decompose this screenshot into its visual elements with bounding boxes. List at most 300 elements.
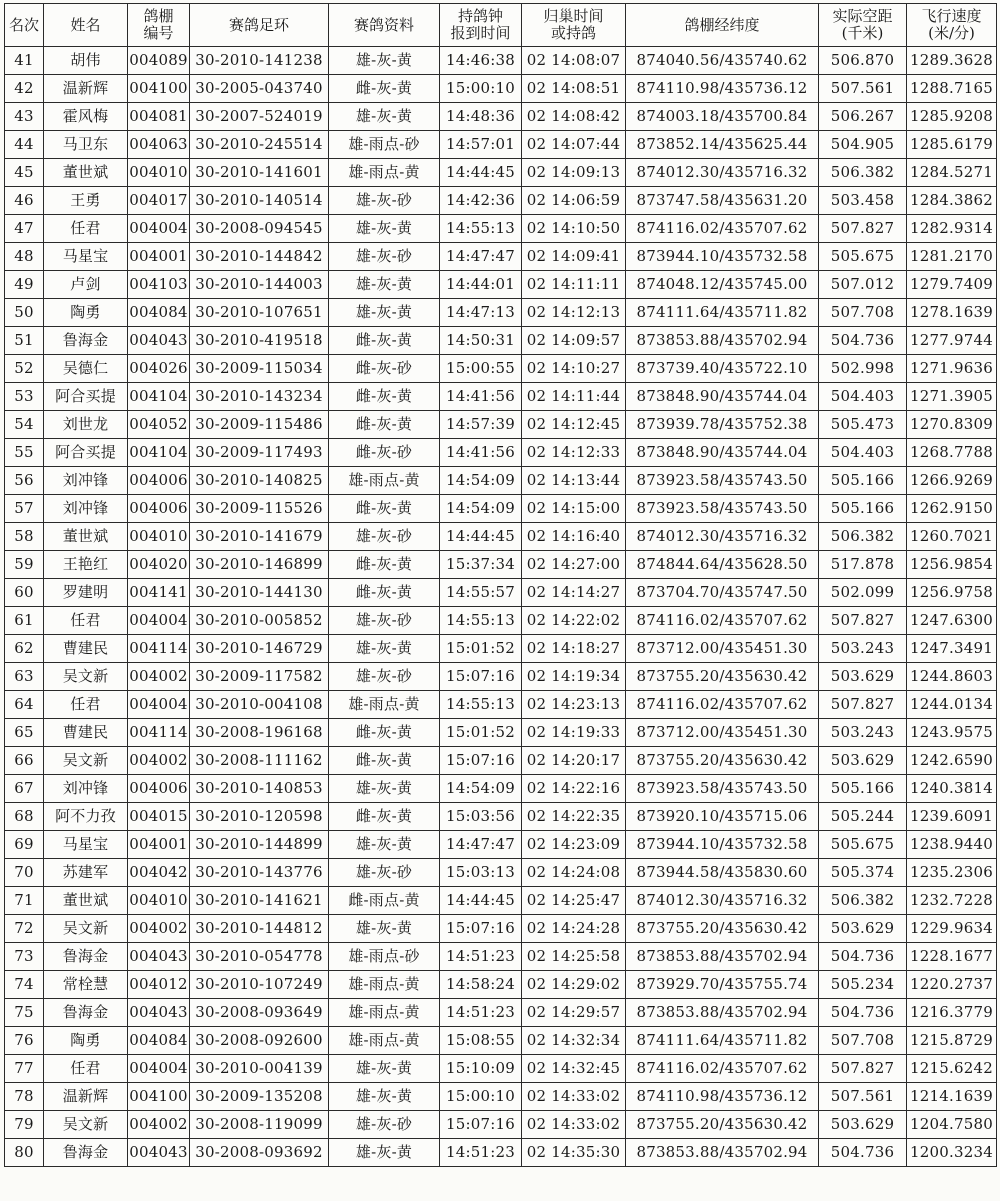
table-row	[5, 467, 997, 495]
cell-distance: 507.561	[819, 1083, 907, 1111]
cell-loft-id: 004002	[128, 663, 190, 691]
table-row	[5, 383, 997, 411]
cell-clock-time: 15:01:52	[440, 719, 522, 747]
cell-clock-time: 14:44:45	[440, 159, 522, 187]
cell-distance: 506.382	[819, 159, 907, 187]
cell-name: 罗建明	[44, 579, 128, 607]
cell-loft-coordinates: 873712.00/435451.30	[626, 719, 819, 747]
cell-clock-time: 14:42:36	[440, 187, 522, 215]
cell-arrival-time: 02 14:22:02	[522, 607, 626, 635]
cell-speed: 1281.2170	[907, 243, 997, 271]
cell-loft-id: 004012	[128, 971, 190, 999]
cell-rank: 48	[5, 243, 44, 271]
cell-arrival-time: 02 14:12:13	[522, 299, 626, 327]
cell-ring-number: 30-2010-245514	[190, 131, 329, 159]
cell-loft-coordinates: 873755.20/435630.42	[626, 915, 819, 943]
cell-loft-coordinates: 873747.58/435631.20	[626, 187, 819, 215]
cell-ring-number: 30-2010-143234	[190, 383, 329, 411]
cell-distance: 505.166	[819, 467, 907, 495]
cell-speed: 1247.6300	[907, 607, 997, 635]
cell-arrival-time: 02 14:35:30	[522, 1139, 626, 1167]
cell-clock-time: 15:01:52	[440, 635, 522, 663]
cell-loft-id: 004020	[128, 551, 190, 579]
cell-loft-coordinates: 873739.40/435722.10	[626, 355, 819, 383]
cell-ring-number: 30-2010-141238	[190, 47, 329, 75]
cell-arrival-time: 02 14:11:44	[522, 383, 626, 411]
table-row	[5, 775, 997, 803]
cell-clock-time: 15:10:09	[440, 1055, 522, 1083]
cell-rank: 47	[5, 215, 44, 243]
cell-distance: 506.870	[819, 47, 907, 75]
cell-clock-time: 15:07:16	[440, 747, 522, 775]
cell-pigeon-info: 雄-灰-黄	[329, 635, 440, 663]
table-row	[5, 887, 997, 915]
cell-name: 卢剑	[44, 271, 128, 299]
cell-arrival-time: 02 14:25:58	[522, 943, 626, 971]
cell-clock-time: 15:00:10	[440, 1083, 522, 1111]
cell-speed: 1256.9758	[907, 579, 997, 607]
table-row	[5, 915, 997, 943]
cell-name: 马卫东	[44, 131, 128, 159]
cell-arrival-time: 02 14:19:33	[522, 719, 626, 747]
cell-distance: 504.736	[819, 999, 907, 1027]
cell-loft-coordinates: 873920.10/435715.06	[626, 803, 819, 831]
cell-clock-time: 14:44:45	[440, 523, 522, 551]
cell-ring-number: 30-2009-115486	[190, 411, 329, 439]
cell-name: 温新辉	[44, 75, 128, 103]
cell-arrival-time: 02 14:08:51	[522, 75, 626, 103]
cell-loft-id: 004114	[128, 635, 190, 663]
table-row	[5, 971, 997, 999]
cell-speed: 1216.3779	[907, 999, 997, 1027]
cell-ring-number: 30-2008-119099	[190, 1111, 329, 1139]
cell-speed: 1282.9314	[907, 215, 997, 243]
cell-arrival-time: 02 14:09:13	[522, 159, 626, 187]
cell-rank: 75	[5, 999, 44, 1027]
cell-ring-number: 30-2007-524019	[190, 103, 329, 131]
cell-pigeon-info: 雌-灰-砂	[329, 355, 440, 383]
cell-speed: 1279.7409	[907, 271, 997, 299]
cell-loft-coordinates: 873852.14/435625.44	[626, 131, 819, 159]
cell-name: 董世斌	[44, 159, 128, 187]
cell-distance: 505.374	[819, 859, 907, 887]
table-row	[5, 1111, 997, 1139]
cell-ring-number: 30-2010-144842	[190, 243, 329, 271]
cell-arrival-time: 02 14:10:27	[522, 355, 626, 383]
cell-pigeon-info: 雄-灰-砂	[329, 243, 440, 271]
cell-name: 吴德仁	[44, 355, 128, 383]
cell-loft-coordinates: 873848.90/435744.04	[626, 439, 819, 467]
cell-pigeon-info: 雄-雨点-砂	[329, 943, 440, 971]
cell-rank: 49	[5, 271, 44, 299]
cell-rank: 46	[5, 187, 44, 215]
cell-pigeon-info: 雄-灰-砂	[329, 607, 440, 635]
cell-name: 刘冲锋	[44, 467, 128, 495]
cell-loft-id: 004001	[128, 831, 190, 859]
cell-loft-id: 004002	[128, 747, 190, 775]
cell-rank: 57	[5, 495, 44, 523]
cell-ring-number: 30-2010-419518	[190, 327, 329, 355]
cell-rank: 78	[5, 1083, 44, 1111]
cell-rank: 62	[5, 635, 44, 663]
cell-name: 刘冲锋	[44, 775, 128, 803]
cell-distance: 504.736	[819, 1139, 907, 1167]
cell-rank: 77	[5, 1055, 44, 1083]
cell-distance: 503.629	[819, 915, 907, 943]
cell-name: 鲁海金	[44, 999, 128, 1027]
table-row	[5, 1083, 997, 1111]
cell-arrival-time: 02 14:16:40	[522, 523, 626, 551]
cell-arrival-time: 02 14:09:57	[522, 327, 626, 355]
cell-speed: 1228.1677	[907, 943, 997, 971]
cell-pigeon-info: 雌-灰-黄	[329, 75, 440, 103]
cell-name: 霍风梅	[44, 103, 128, 131]
cell-clock-time: 15:00:10	[440, 75, 522, 103]
table-row	[5, 943, 997, 971]
cell-name: 吴文新	[44, 747, 128, 775]
cell-ring-number: 30-2009-115526	[190, 495, 329, 523]
cell-speed: 1244.8603	[907, 663, 997, 691]
cell-loft-coordinates: 873848.90/435744.04	[626, 383, 819, 411]
cell-arrival-time: 02 14:10:50	[522, 215, 626, 243]
header-row	[5, 4, 997, 47]
cell-rank: 79	[5, 1111, 44, 1139]
cell-ring-number: 30-2010-120598	[190, 803, 329, 831]
cell-ring-number: 30-2008-093649	[190, 999, 329, 1027]
table-row	[5, 411, 997, 439]
cell-speed: 1284.3862	[907, 187, 997, 215]
table-row	[5, 327, 997, 355]
cell-arrival-time: 02 14:12:45	[522, 411, 626, 439]
cell-speed: 1232.7228	[907, 887, 997, 915]
cell-pigeon-info: 雌-灰-黄	[329, 383, 440, 411]
cell-arrival-time: 02 14:22:35	[522, 803, 626, 831]
cell-speed: 1266.9269	[907, 467, 997, 495]
cell-distance: 517.878	[819, 551, 907, 579]
table-row	[5, 663, 997, 691]
cell-loft-coordinates: 873923.58/435743.50	[626, 467, 819, 495]
cell-name: 曹建民	[44, 719, 128, 747]
cell-rank: 56	[5, 467, 44, 495]
cell-ring-number: 30-2008-196168	[190, 719, 329, 747]
cell-speed: 1285.9208	[907, 103, 997, 131]
cell-speed: 1243.9575	[907, 719, 997, 747]
cell-loft-id: 004063	[128, 131, 190, 159]
cell-speed: 1285.6179	[907, 131, 997, 159]
cell-arrival-time: 02 14:08:07	[522, 47, 626, 75]
cell-name: 刘世龙	[44, 411, 128, 439]
cell-name: 王艳红	[44, 551, 128, 579]
cell-rank: 70	[5, 859, 44, 887]
cell-clock-time: 14:47:13	[440, 299, 522, 327]
cell-loft-coordinates: 873853.88/435702.94	[626, 1139, 819, 1167]
table-row	[5, 747, 997, 775]
cell-rank: 54	[5, 411, 44, 439]
table-row	[5, 607, 997, 635]
header-distance-line: 实际空距	[832, 7, 893, 25]
cell-speed: 1204.7580	[907, 1111, 997, 1139]
table-row	[5, 719, 997, 747]
table-row	[5, 1055, 997, 1083]
cell-rank: 73	[5, 943, 44, 971]
cell-pigeon-info: 雌-灰-黄	[329, 719, 440, 747]
cell-loft-coordinates: 873712.00/435451.30	[626, 635, 819, 663]
cell-loft-coordinates: 874116.02/435707.62	[626, 691, 819, 719]
cell-loft-id: 004006	[128, 775, 190, 803]
cell-clock-time: 14:44:45	[440, 887, 522, 915]
cell-name: 马星宝	[44, 831, 128, 859]
results-sheet	[4, 3, 996, 1167]
cell-loft-id: 004089	[128, 47, 190, 75]
cell-speed: 1271.9636	[907, 355, 997, 383]
header-rank	[5, 4, 44, 47]
cell-ring-number: 30-2010-141679	[190, 523, 329, 551]
cell-loft-id: 004001	[128, 243, 190, 271]
cell-speed: 1214.1639	[907, 1083, 997, 1111]
cell-ring-number: 30-2010-140514	[190, 187, 329, 215]
cell-distance: 504.403	[819, 439, 907, 467]
cell-distance: 504.736	[819, 943, 907, 971]
cell-loft-id: 004010	[128, 159, 190, 187]
cell-arrival-time: 02 14:19:34	[522, 663, 626, 691]
table-row	[5, 271, 997, 299]
cell-arrival-time: 02 14:18:27	[522, 635, 626, 663]
table-row	[5, 243, 997, 271]
cell-loft-coordinates: 873923.58/435743.50	[626, 495, 819, 523]
cell-speed: 1235.2306	[907, 859, 997, 887]
table-row	[5, 999, 997, 1027]
cell-rank: 55	[5, 439, 44, 467]
table-row	[5, 831, 997, 859]
cell-loft-coordinates: 873755.20/435630.42	[626, 747, 819, 775]
cell-pigeon-info: 雄-灰-黄	[329, 103, 440, 131]
cell-loft-coordinates: 873944.10/435732.58	[626, 831, 819, 859]
cell-clock-time: 14:44:01	[440, 271, 522, 299]
cell-distance: 502.099	[819, 579, 907, 607]
cell-distance: 507.827	[819, 1055, 907, 1083]
cell-pigeon-info: 雄-灰-黄	[329, 775, 440, 803]
cell-pigeon-info: 雄-雨点-黄	[329, 1027, 440, 1055]
cell-name: 曹建民	[44, 635, 128, 663]
cell-loft-coordinates: 874040.56/435740.62	[626, 47, 819, 75]
cell-distance: 506.267	[819, 103, 907, 131]
cell-ring-number: 30-2010-144812	[190, 915, 329, 943]
table-row	[5, 495, 997, 523]
cell-ring-number: 30-2010-054778	[190, 943, 329, 971]
cell-arrival-time: 02 14:24:08	[522, 859, 626, 887]
cell-arrival-time: 02 14:22:16	[522, 775, 626, 803]
cell-clock-time: 15:07:16	[440, 663, 522, 691]
cell-distance: 507.012	[819, 271, 907, 299]
cell-clock-time: 14:55:13	[440, 691, 522, 719]
cell-clock-time: 14:41:56	[440, 439, 522, 467]
cell-clock-time: 15:00:55	[440, 355, 522, 383]
cell-rank: 69	[5, 831, 44, 859]
cell-name: 任君	[44, 691, 128, 719]
table-row	[5, 187, 997, 215]
cell-ring-number: 30-2008-093692	[190, 1139, 329, 1167]
cell-speed: 1278.1639	[907, 299, 997, 327]
cell-ring-number: 30-2010-144003	[190, 271, 329, 299]
cell-speed: 1244.0134	[907, 691, 997, 719]
header-distance	[819, 4, 907, 47]
cell-arrival-time: 02 14:33:02	[522, 1111, 626, 1139]
cell-loft-id: 004141	[128, 579, 190, 607]
cell-loft-id: 004017	[128, 187, 190, 215]
cell-distance: 503.629	[819, 663, 907, 691]
header-loft-coordinates-line: 鸽棚经纬度	[684, 15, 760, 34]
cell-loft-coordinates: 873944.58/435830.60	[626, 859, 819, 887]
table-row	[5, 579, 997, 607]
cell-speed: 1215.6242	[907, 1055, 997, 1083]
table-row	[5, 859, 997, 887]
cell-distance: 504.905	[819, 131, 907, 159]
cell-speed: 1260.7021	[907, 523, 997, 551]
cell-loft-id: 004002	[128, 915, 190, 943]
cell-rank: 50	[5, 299, 44, 327]
header-arrival-time-line: 归巢时间	[543, 7, 604, 25]
cell-loft-coordinates: 873923.58/435743.50	[626, 775, 819, 803]
cell-ring-number: 30-2010-107651	[190, 299, 329, 327]
header-ring-number-line: 赛鸽足环	[228, 15, 289, 34]
cell-arrival-time: 02 14:29:57	[522, 999, 626, 1027]
race-results-table	[4, 3, 997, 1167]
cell-loft-id: 004100	[128, 1083, 190, 1111]
cell-pigeon-info: 雄-灰-砂	[329, 187, 440, 215]
header-rank-line: 名次	[8, 15, 39, 34]
cell-name: 温新辉	[44, 1083, 128, 1111]
cell-ring-number: 30-2010-004108	[190, 691, 329, 719]
table-row	[5, 803, 997, 831]
cell-distance: 505.675	[819, 831, 907, 859]
header-ring-number	[190, 4, 329, 47]
cell-distance: 503.243	[819, 719, 907, 747]
cell-arrival-time: 02 14:08:42	[522, 103, 626, 131]
cell-pigeon-info: 雄-灰-黄	[329, 215, 440, 243]
cell-speed: 1284.5271	[907, 159, 997, 187]
cell-clock-time: 14:54:09	[440, 775, 522, 803]
cell-ring-number: 30-2009-115034	[190, 355, 329, 383]
cell-clock-time: 14:46:38	[440, 47, 522, 75]
cell-loft-id: 004042	[128, 859, 190, 887]
cell-pigeon-info: 雄-灰-黄	[329, 1083, 440, 1111]
cell-pigeon-info: 雄-灰-黄	[329, 47, 440, 75]
cell-rank: 74	[5, 971, 44, 999]
cell-ring-number: 30-2010-141621	[190, 887, 329, 915]
cell-rank: 42	[5, 75, 44, 103]
cell-distance: 504.736	[819, 327, 907, 355]
cell-ring-number: 30-2010-146729	[190, 635, 329, 663]
cell-loft-id: 004084	[128, 299, 190, 327]
cell-name: 陶勇	[44, 299, 128, 327]
cell-rank: 44	[5, 131, 44, 159]
cell-arrival-time: 02 14:13:44	[522, 467, 626, 495]
cell-pigeon-info: 雄-雨点-砂	[329, 131, 440, 159]
cell-rank: 65	[5, 719, 44, 747]
cell-loft-coordinates: 874012.30/435716.32	[626, 887, 819, 915]
cell-clock-time: 14:54:09	[440, 467, 522, 495]
cell-arrival-time: 02 14:12:33	[522, 439, 626, 467]
cell-loft-coordinates: 873704.70/435747.50	[626, 579, 819, 607]
cell-arrival-time: 02 14:20:17	[522, 747, 626, 775]
cell-loft-coordinates: 874116.02/435707.62	[626, 215, 819, 243]
cell-loft-id: 004043	[128, 999, 190, 1027]
cell-pigeon-info: 雌-灰-黄	[329, 803, 440, 831]
cell-pigeon-info: 雄-雨点-黄	[329, 999, 440, 1027]
cell-name: 董世斌	[44, 523, 128, 551]
cell-loft-coordinates: 874111.64/435711.82	[626, 1027, 819, 1055]
cell-name: 任君	[44, 215, 128, 243]
cell-clock-time: 15:08:55	[440, 1027, 522, 1055]
cell-pigeon-info: 雄-灰-黄	[329, 915, 440, 943]
cell-arrival-time: 02 14:29:02	[522, 971, 626, 999]
cell-distance: 507.708	[819, 299, 907, 327]
table-row	[5, 299, 997, 327]
cell-name: 任君	[44, 607, 128, 635]
cell-loft-coordinates: 873944.10/435732.58	[626, 243, 819, 271]
cell-pigeon-info: 雄-灰-砂	[329, 523, 440, 551]
cell-name: 吴文新	[44, 663, 128, 691]
cell-name: 阿合买提	[44, 439, 128, 467]
cell-distance: 507.561	[819, 75, 907, 103]
cell-speed: 1270.8309	[907, 411, 997, 439]
cell-rank: 80	[5, 1139, 44, 1167]
table-body	[5, 47, 997, 1167]
cell-distance: 505.166	[819, 775, 907, 803]
cell-distance: 505.234	[819, 971, 907, 999]
cell-ring-number: 30-2010-141601	[190, 159, 329, 187]
cell-loft-id: 004043	[128, 943, 190, 971]
cell-loft-id: 004026	[128, 355, 190, 383]
cell-rank: 58	[5, 523, 44, 551]
cell-loft-id: 004052	[128, 411, 190, 439]
cell-name: 马星宝	[44, 243, 128, 271]
cell-distance: 506.382	[819, 523, 907, 551]
cell-pigeon-info: 雌-灰-黄	[329, 411, 440, 439]
table-row	[5, 1027, 997, 1055]
cell-ring-number: 30-2010-146899	[190, 551, 329, 579]
cell-name: 吴文新	[44, 1111, 128, 1139]
cell-ring-number: 30-2010-140825	[190, 467, 329, 495]
cell-loft-coordinates: 874003.18/435700.84	[626, 103, 819, 131]
cell-name: 王勇	[44, 187, 128, 215]
cell-clock-time: 14:57:39	[440, 411, 522, 439]
cell-pigeon-info: 雌-灰-黄	[329, 747, 440, 775]
cell-ring-number: 30-2010-140853	[190, 775, 329, 803]
cell-rank: 60	[5, 579, 44, 607]
cell-name: 鲁海金	[44, 1139, 128, 1167]
cell-name: 阿合买提	[44, 383, 128, 411]
cell-loft-id: 004006	[128, 467, 190, 495]
cell-rank: 67	[5, 775, 44, 803]
cell-name: 刘冲锋	[44, 495, 128, 523]
cell-pigeon-info: 雌-灰-砂	[329, 439, 440, 467]
cell-pigeon-info: 雄-雨点-黄	[329, 691, 440, 719]
cell-pigeon-info: 雄-灰-黄	[329, 299, 440, 327]
cell-ring-number: 30-2008-111162	[190, 747, 329, 775]
cell-ring-number: 30-2010-004139	[190, 1055, 329, 1083]
cell-rank: 72	[5, 915, 44, 943]
cell-rank: 66	[5, 747, 44, 775]
cell-rank: 68	[5, 803, 44, 831]
cell-name: 胡伟	[44, 47, 128, 75]
cell-clock-time: 14:48:36	[440, 103, 522, 131]
cell-ring-number: 30-2008-092600	[190, 1027, 329, 1055]
cell-ring-number: 30-2010-107249	[190, 971, 329, 999]
cell-loft-id: 004004	[128, 1055, 190, 1083]
cell-arrival-time: 02 14:24:28	[522, 915, 626, 943]
cell-clock-time: 14:51:23	[440, 1139, 522, 1167]
